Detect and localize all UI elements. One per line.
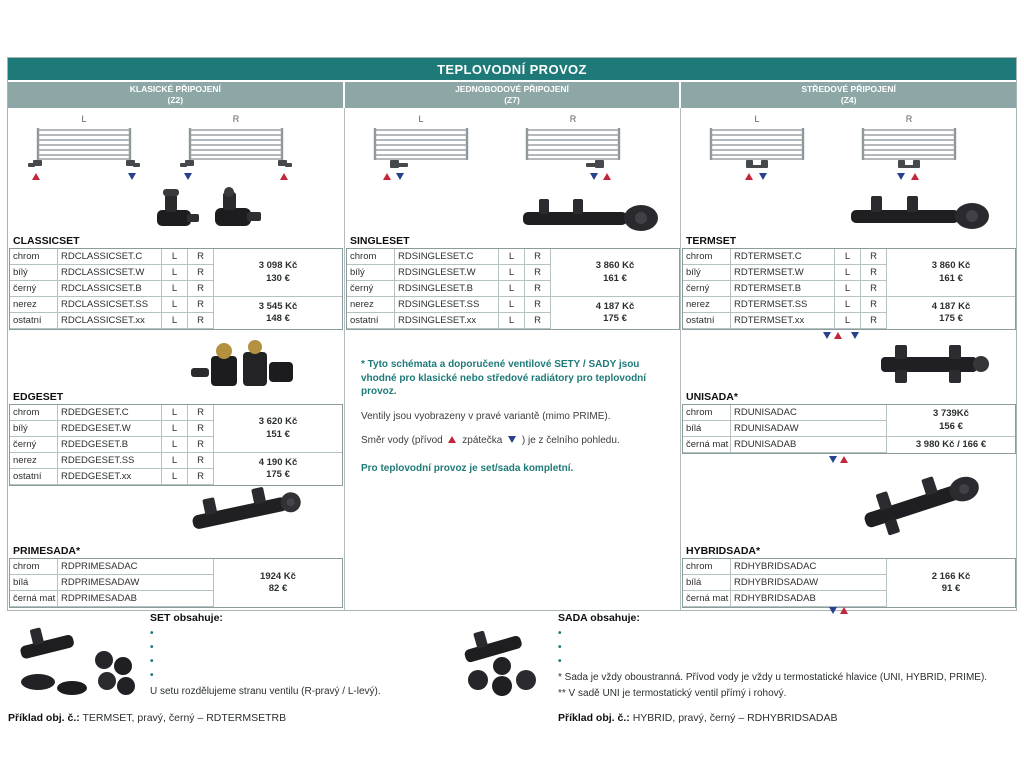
cell-order-code: RDUNISADAC <box>731 405 887 420</box>
cell-color: bílá <box>10 575 58 590</box>
return-down-icon <box>184 173 192 180</box>
primesada-label: PRIMESADA* <box>13 545 81 557</box>
note-flow-text-a: Směr vody (přívod <box>361 435 443 446</box>
cell-color: nerez <box>10 453 58 468</box>
cell-order-code: RDCLASSICSET.SS <box>58 297 162 312</box>
note-variant: Ventily jsou vyobrazeny v pravé variantě (mimo PRIME). <box>361 410 611 422</box>
cell-color: černý <box>683 281 731 296</box>
primesada-table <box>9 558 343 608</box>
return-down-icon <box>897 173 905 180</box>
flow-direction-icons <box>823 332 859 339</box>
price-group <box>214 559 342 607</box>
price-column <box>887 405 1015 453</box>
columns-row <box>8 108 1016 610</box>
cell-left-variant: L <box>162 281 188 296</box>
cell-left-variant: L <box>162 453 188 468</box>
price-eur: 161 € <box>603 272 627 284</box>
termset-label: TERMSET <box>686 235 737 247</box>
cell-right-variant: R <box>861 281 887 296</box>
cell-right-variant: R <box>188 453 214 468</box>
price-combined: 3 980 Kč / 166 € <box>915 438 987 450</box>
diagram-z4-left <box>701 114 813 172</box>
radiator-schematic-icon <box>853 126 965 172</box>
sada-note-2: ** V sadě UNI je termostatický ventil přímý i rohový. <box>558 687 787 699</box>
table-row <box>683 265 887 281</box>
price-kc: 3 620 Kč <box>258 416 298 428</box>
supply-up-icon <box>383 173 391 180</box>
supply-up-icon <box>603 173 611 180</box>
table-row <box>347 297 551 313</box>
price-kc: 4 190 Kč <box>258 456 298 468</box>
price-eur: 175 € <box>939 313 963 324</box>
price-kc: 1924 Kč <box>260 570 296 582</box>
note-complete: Pro teplovodní provoz je set/sada kompletní. <box>361 462 574 474</box>
cell-left-variant: L <box>499 281 525 296</box>
table-row <box>347 265 551 281</box>
classicset-label: CLASSICSET <box>13 235 80 247</box>
supply-up-icon <box>745 173 753 180</box>
price-group <box>887 559 1015 607</box>
cell-right-variant: R <box>525 249 551 264</box>
header-central <box>681 82 1016 108</box>
price-kc: 3 545 Kč <box>258 300 298 312</box>
return-down-icon <box>759 173 767 180</box>
column-single <box>344 108 680 610</box>
cell-left-variant: L <box>835 249 861 264</box>
radiator-schematic-icon <box>517 126 629 172</box>
return-down-icon <box>590 173 598 180</box>
cell-color: černá mat <box>10 591 58 606</box>
singleset-table <box>346 248 680 330</box>
diagram-z4-right <box>853 114 965 172</box>
cell-order-code: RDEDGESET.SS <box>58 453 162 468</box>
cell-left-variant: L <box>499 297 525 312</box>
table-rows <box>347 249 551 329</box>
table-row <box>10 249 214 265</box>
cell-right-variant: R <box>525 265 551 280</box>
header-single-code: (Z7) <box>504 95 520 106</box>
cell-right-variant: R <box>188 437 214 452</box>
hybridsada-product-image <box>846 460 996 545</box>
unisada-product-image <box>859 340 999 388</box>
cell-color: nerez <box>347 297 395 312</box>
cell-color: nerez <box>10 297 58 312</box>
diagram-label-l: L <box>418 114 424 124</box>
cell-left-variant: L <box>162 249 188 264</box>
set-note: U setu rozdělujeme stranu ventilu (R-pravý / L-levý). <box>150 685 381 697</box>
price-column <box>551 249 679 329</box>
column-headers <box>8 80 1016 108</box>
cell-color: chrom <box>10 249 58 264</box>
cell-order-code: RDCLASSICSET.W <box>58 265 162 280</box>
cell-order-code: RDSINGLESET.C <box>395 249 499 264</box>
note-flow-text-b: zpátečka <box>462 435 503 446</box>
page-title: TEPLOVODNÍ PROVOZ <box>8 58 1016 80</box>
price-eur: 161 € <box>939 272 963 284</box>
price-group <box>551 297 679 329</box>
supply-up-icon <box>280 173 288 180</box>
radiator-schematic-icon <box>701 126 813 172</box>
cell-right-variant: R <box>188 313 214 328</box>
table-row <box>683 405 887 421</box>
cell-right-variant: R <box>188 249 214 264</box>
cell-left-variant: L <box>835 265 861 280</box>
example-value: TERMSET, pravý, černý – RDTERMSETRB <box>82 712 287 724</box>
cell-order-code: RDTERMSET.SS <box>731 297 835 312</box>
cell-color: chrom <box>683 249 731 264</box>
set-kit-image <box>8 618 143 706</box>
price-kc: 3 860 Kč <box>931 260 971 272</box>
sada-note-1: * Sada je vždy oboustranná. Přívod vody je vždy u termostatické hlavice (UNI, HYBRID, PRIME). <box>558 671 988 683</box>
table-row <box>683 559 887 575</box>
set-contents-title: SET obsahuje: <box>150 612 223 624</box>
cell-color: ostatní <box>683 313 731 328</box>
classicset-table <box>9 248 343 330</box>
edgeset-product-image <box>183 334 308 392</box>
cell-color: nerez <box>683 297 731 312</box>
diagram-z2-right <box>180 114 292 172</box>
price-group <box>887 437 1015 453</box>
cell-color: chrom <box>683 405 731 420</box>
table-row <box>10 575 214 591</box>
table-rows <box>683 405 887 453</box>
cell-color: černá mat <box>683 437 731 452</box>
price-group <box>214 405 342 453</box>
supply-up-icon <box>32 173 40 180</box>
cell-right-variant: R <box>188 421 214 436</box>
price-column <box>214 249 342 329</box>
table-rows <box>10 559 214 607</box>
table-row <box>683 591 887 607</box>
example-value: HYBRID, pravý, černý – RDHYBRIDSADAB <box>632 712 838 724</box>
cell-color: chrom <box>683 559 731 574</box>
cell-color: chrom <box>347 249 395 264</box>
price-column <box>214 405 342 485</box>
cell-right-variant: R <box>525 313 551 328</box>
header-central-code: (Z4) <box>840 95 857 106</box>
diagram-label-l: L <box>754 114 760 124</box>
cell-color: bílá <box>683 575 731 590</box>
price-group <box>887 297 1015 329</box>
notes-block <box>361 358 665 486</box>
table-row <box>10 437 214 453</box>
cell-right-variant: R <box>188 297 214 312</box>
cell-left-variant: L <box>499 265 525 280</box>
table-row <box>10 559 214 575</box>
edgeset-table <box>9 404 343 486</box>
classicset-product-image <box>143 184 273 240</box>
table-row <box>683 437 887 453</box>
diagram-z7-right <box>517 114 629 172</box>
header-central-title: STŘEDOVÉ PŘIPOJENÍ <box>801 84 896 94</box>
table-row <box>10 297 214 313</box>
price-group <box>887 249 1015 297</box>
cell-left-variant: L <box>162 405 188 420</box>
unisada-label: UNISADA* <box>686 391 738 403</box>
set-item <box>150 627 455 641</box>
table-row <box>10 421 214 437</box>
sada-contents <box>558 611 1008 700</box>
table-row <box>347 281 551 297</box>
example-order-right <box>558 712 838 724</box>
unisada-table <box>682 404 1016 454</box>
header-single-title: JEDNOBODOVÉ PŘIPOJENÍ <box>455 84 569 94</box>
content-frame <box>7 57 1017 611</box>
cell-order-code: RDEDGESET.C <box>58 405 162 420</box>
cell-color: černý <box>347 281 395 296</box>
table-rows <box>10 405 214 485</box>
table-row <box>10 281 214 297</box>
cell-left-variant: L <box>162 437 188 452</box>
table-rows <box>683 249 887 329</box>
header-classic-title: KLASICKÉ PŘIPOJENÍ <box>129 84 221 94</box>
price-kc: 3 739Kč <box>933 408 969 420</box>
termset-product-image <box>841 186 996 241</box>
cell-right-variant: R <box>188 281 214 296</box>
supply-up-icon <box>834 332 842 339</box>
table-row <box>10 313 214 329</box>
hybridsada-label: HYBRIDSADA* <box>686 545 761 557</box>
cell-right-variant: R <box>861 313 887 328</box>
price-kc: 4 187 Kč <box>595 300 635 312</box>
diagram-label-r: R <box>569 114 577 124</box>
hybridsada-table <box>682 558 1016 608</box>
header-classic-code: (Z2) <box>167 95 184 106</box>
supply-up-icon <box>448 436 456 443</box>
singleset-product-image <box>515 190 665 242</box>
set-item <box>150 669 455 683</box>
sada-item <box>558 627 1008 641</box>
table-row <box>347 313 551 329</box>
diagram-label-r: R <box>905 114 913 124</box>
cell-right-variant: R <box>525 297 551 312</box>
sada-item <box>558 641 1008 655</box>
cell-order-code: RDTERMSET.B <box>731 281 835 296</box>
price-eur: 91 € <box>941 583 961 594</box>
cell-right-variant: R <box>861 249 887 264</box>
cell-order-code: RDEDGESET.W <box>58 421 162 436</box>
price-kc: 3 098 Kč <box>258 260 298 272</box>
primesada-product-image <box>173 478 308 540</box>
set-item <box>150 641 455 655</box>
cell-color: chrom <box>10 559 58 574</box>
cell-color: černý <box>10 437 58 452</box>
cell-color: černý <box>10 281 58 296</box>
table-row <box>347 249 551 265</box>
table-row <box>683 281 887 297</box>
cell-order-code: RDUNISADAB <box>731 437 887 452</box>
edgeset-label: EDGESET <box>13 391 64 403</box>
note-schemata: * Tyto schémata a doporučené ventilové SETY / SADY jsou vhodné pro klasické nebo středové radiátory pro teplovodní provoz. <box>361 359 647 397</box>
price-eur: 151 € <box>266 428 290 440</box>
header-single <box>345 82 680 108</box>
radiator-schematic-icon <box>180 126 292 172</box>
cell-left-variant: L <box>162 313 188 328</box>
price-group <box>551 249 679 297</box>
table-row <box>10 265 214 281</box>
return-down-icon <box>823 332 831 339</box>
cell-color: bílý <box>347 265 395 280</box>
cell-color: bílá <box>683 421 731 436</box>
price-group <box>214 249 342 297</box>
price-kc: 2 166 Kč <box>931 570 971 582</box>
return-down-icon <box>396 173 404 180</box>
price-eur: 175 € <box>603 313 627 324</box>
price-eur: 130 € <box>266 272 290 284</box>
cell-color: černá mat <box>683 591 731 606</box>
cell-left-variant: L <box>162 421 188 436</box>
cell-order-code: RDTERMSET.xx <box>731 313 835 328</box>
cell-left-variant: L <box>835 297 861 312</box>
cell-order-code: RDCLASSICSET.xx <box>58 313 162 328</box>
diagram-z2-left <box>28 114 140 172</box>
price-column <box>214 559 342 607</box>
cell-color: ostatní <box>347 313 395 328</box>
cell-color: bílý <box>10 421 58 436</box>
table-row <box>683 313 887 329</box>
cell-color: bílý <box>683 265 731 280</box>
cell-order-code: RDPRIMESADAC <box>58 559 214 574</box>
price-eur: 175 € <box>266 469 290 480</box>
cell-right-variant: R <box>188 469 214 484</box>
cell-order-code: RDUNISADAW <box>731 421 887 436</box>
set-item <box>150 655 455 669</box>
cell-right-variant: R <box>188 265 214 280</box>
cell-order-code: RDCLASSICSET.B <box>58 281 162 296</box>
cell-order-code: RDPRIMESADAB <box>58 591 214 606</box>
cell-color: chrom <box>10 405 58 420</box>
cell-order-code: RDCLASSICSET.C <box>58 249 162 264</box>
cell-left-variant: L <box>162 265 188 280</box>
table-row <box>683 575 887 591</box>
cell-right-variant: R <box>525 281 551 296</box>
cell-right-variant: R <box>861 265 887 280</box>
price-eur: 148 € <box>266 313 290 324</box>
table-rows <box>683 559 887 607</box>
column-classic <box>8 108 344 610</box>
set-contents <box>150 611 455 698</box>
sada-item <box>558 655 1008 669</box>
price-group <box>887 405 1015 437</box>
header-classic <box>8 82 343 108</box>
cell-order-code: RDHYBRIDSADAB <box>731 591 887 606</box>
example-order-left <box>8 712 286 724</box>
return-down-icon <box>851 332 859 339</box>
table-row <box>683 249 887 265</box>
example-label: Příklad obj. č.: <box>8 712 80 724</box>
return-down-icon <box>829 456 837 463</box>
table-row <box>683 297 887 313</box>
sada-contents-title: SADA obsahuje: <box>558 612 640 624</box>
price-eur: 82 € <box>268 583 288 594</box>
cell-right-variant: R <box>188 405 214 420</box>
cell-order-code: RDSINGLESET.B <box>395 281 499 296</box>
cell-order-code: RDEDGESET.B <box>58 437 162 452</box>
radiator-schematic-icon <box>28 126 140 172</box>
cell-right-variant: R <box>861 297 887 312</box>
supply-up-icon <box>911 173 919 180</box>
price-group <box>214 297 342 329</box>
diagram-label-l: L <box>81 114 87 124</box>
cell-color: bílý <box>10 265 58 280</box>
column-central <box>680 108 1016 610</box>
radiator-schematic-icon <box>365 126 477 172</box>
termset-table <box>682 248 1016 330</box>
cell-order-code: RDTERMSET.C <box>731 249 835 264</box>
table-row <box>10 591 214 607</box>
cell-color: ostatní <box>10 469 58 484</box>
price-eur: 156 € <box>939 420 963 432</box>
price-column <box>887 249 1015 329</box>
cell-order-code: RDEDGESET.xx <box>58 469 162 484</box>
cell-order-code: RDSINGLESET.SS <box>395 297 499 312</box>
cell-left-variant: L <box>162 297 188 312</box>
cell-order-code: RDHYBRIDSADAC <box>731 559 887 574</box>
diagram-z7-left <box>365 114 477 172</box>
table-rows <box>10 249 214 329</box>
table-row <box>683 421 887 437</box>
cell-order-code: RDTERMSET.W <box>731 265 835 280</box>
price-column <box>887 559 1015 607</box>
price-kc: 4 187 Kč <box>931 300 971 312</box>
price-kc: 3 860 Kč <box>595 260 635 272</box>
note-flow-direction <box>361 434 665 448</box>
example-label: Příklad obj. č.: <box>558 712 630 724</box>
cell-left-variant: L <box>499 249 525 264</box>
cell-order-code: RDPRIMESADAW <box>58 575 214 590</box>
note-flow-text-c: ) je z čelního pohledu. <box>521 435 620 446</box>
cell-left-variant: L <box>499 313 525 328</box>
table-row <box>10 405 214 421</box>
return-down-icon <box>508 436 516 443</box>
cell-left-variant: L <box>162 469 188 484</box>
diagram-label-r: R <box>232 114 240 124</box>
return-down-icon <box>128 173 136 180</box>
cell-order-code: RDSINGLESET.W <box>395 265 499 280</box>
cell-order-code: RDHYBRIDSADAW <box>731 575 887 590</box>
table-row <box>10 453 214 469</box>
sada-kit-image <box>450 622 550 704</box>
cell-order-code: RDSINGLESET.xx <box>395 313 499 328</box>
cell-left-variant: L <box>835 313 861 328</box>
cell-left-variant: L <box>835 281 861 296</box>
singleset-label: SINGLESET <box>350 235 410 247</box>
cell-color: ostatní <box>10 313 58 328</box>
